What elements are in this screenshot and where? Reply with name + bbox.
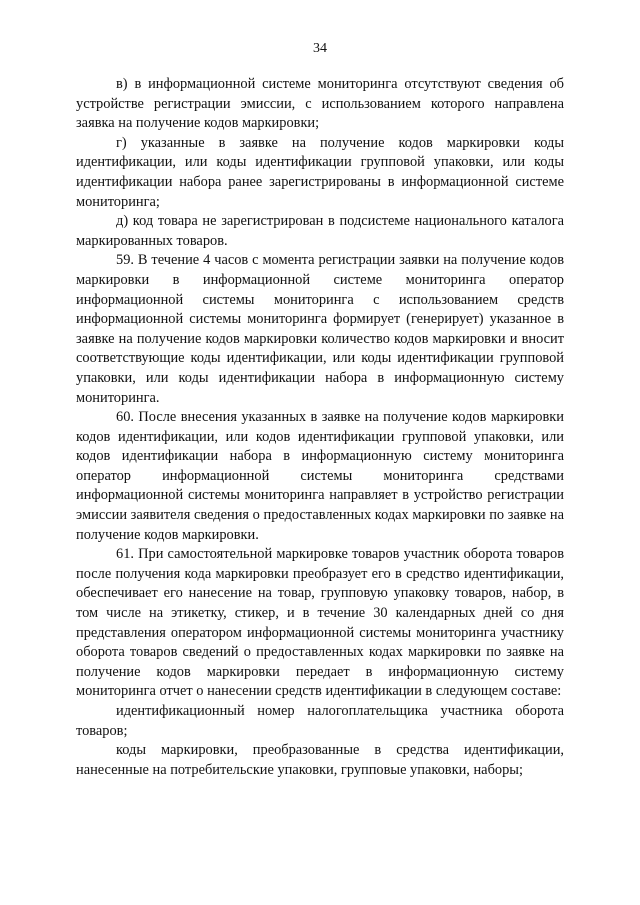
paragraph-item-g: г) указанные в заявке на получение кодов маркировки коды идентификации, или коды идентификации групповой упаковки, или коды идентификации набора ранее зарегистрированы в информационной системе мониторинга; bbox=[76, 134, 564, 210]
paragraph-item-v: в) в информационной системе мониторинга отсутствуют сведения об устройстве регистрации эмиссии, с использованием которого направлена заявка на получение кодов маркировки; bbox=[76, 76, 564, 132]
paragraph-list-item-codes: коды маркировки, преобразованные в средства идентификации, нанесенные на потребительские упаковки, групповые упаковки, наборы; bbox=[76, 742, 564, 778]
page-number: 34 bbox=[313, 41, 327, 56]
paragraph-clause-61: 61. При самостоятельной маркировке товаров участник оборота товаров после получения кода маркировки преобразует его в средство идентификации, обеспечивает его нанесение на товар, групповую упаковку товаров, набор, в том числе на этикетку, стикер, и в течение 30 календарных дней со дня представления оператором информационной системы мониторинга участнику оборота товаров сведений о предоставленных кодах маркировки по заявке на получение кодов маркировки передает в информационную систему мониторинга отчет о нанесении средств идентификации в следующем составе: bbox=[76, 546, 564, 700]
document-body bbox=[76, 75, 564, 780]
paragraph-clause-60: 60. После внесения указанных в заявке на получение кодов маркировки кодов идентификации, или кодов идентификации групповой упаковки, или кодов идентификации набора в информационную систему мониторинга оператор информационной системы мониторинга средствами информационной системы мониторинга направляет в устройство регистрации эмиссии заявителя сведения о предоставленных кодах маркировки по заявке на получение кодов маркировки. bbox=[76, 409, 564, 543]
paragraph-list-item-inn: идентификационный номер налогоплательщика участника оборота товаров; bbox=[76, 703, 564, 739]
paragraph-clause-59: 59. В течение 4 часов с момента регистрации заявки на получение кодов маркировки в информационной системе мониторинга оператор информационной системы мониторинга с использованием средств информационной системы мониторинга формирует (генерирует) указанное в заявке на получение кодов маркировки количество кодов маркировки и вносит соответствующие коды идентификации, или коды идентификации групповой упаковки, или коды идентификации набора в информационную систему мониторинга. bbox=[76, 252, 564, 406]
paragraph-item-d: д) код товара не зарегистрирован в подсистеме национального каталога маркированных товаров. bbox=[76, 213, 564, 249]
